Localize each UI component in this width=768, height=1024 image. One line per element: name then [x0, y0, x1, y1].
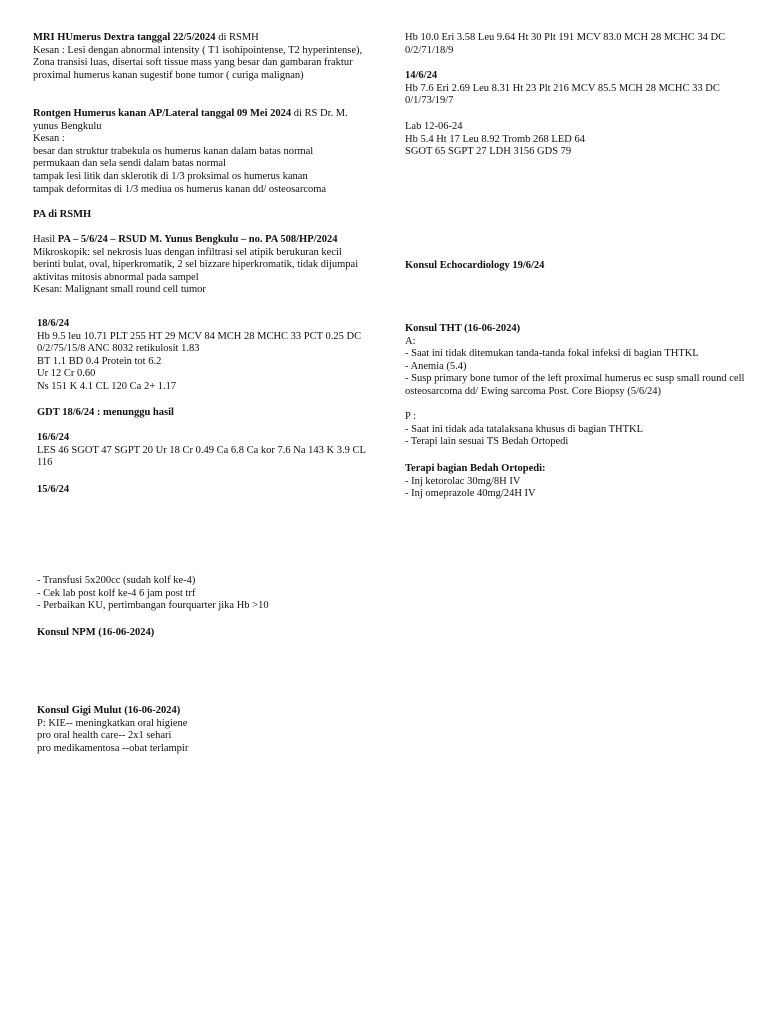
- ortho-section: [405, 463, 745, 501]
- tht-p-line: - Saat ini tidak ada tatalaksana khusus di bagian THTKL: [405, 423, 644, 435]
- gigi-line: pro medikamentosa --obat terlampir: [37, 742, 189, 754]
- tht-a-line: - Susp primary bone tumor of the left proximal humerus ec susp small round cell osteosarcoma dd/ Ewing sarcoma Post. Core Biopsy (5/6/24): [405, 373, 745, 397]
- plan-line: - Perbaikan KU, pertimbangan fourquarter jika Hb >10: [37, 600, 269, 612]
- lab-18-date: 18/6/24: [37, 318, 70, 329]
- lab-18-line: Hb 9.5 leu 10.71 PLT 255 HT 29 MCV 84 MCH 28 MCHC 33 PCT 0.25 DC 0/2/75/15/8 ANC 8032 retikulosit 1.83: [37, 330, 362, 355]
- gigi-heading: Konsul Gigi Mulut (16-06-2024): [37, 705, 181, 716]
- lab-12-section: [405, 121, 745, 159]
- mri-kesan: Kesan : Lesi dengan abnormal intensity ( T1 isohipointense, T2 hyperintense), Zona transisi luas, disertai soft tissue mass yang besar dan gambaran fraktur proximal humerus kanan sugestif bone tumor ( curiga malignan): [33, 44, 363, 81]
- tht-heading: Konsul THT (16-06-2024): [405, 323, 521, 334]
- lab-12-line: Hb 5.4 Ht 17 Leu 8.92 Tromb 268 LED 64: [405, 133, 585, 145]
- rontgen-line: tampak lesi litik dan sklerotik di 1/3 proksimal os humerus kanan: [33, 170, 308, 182]
- pa-section: [33, 209, 368, 222]
- gdt-section: [33, 407, 372, 420]
- lab-12-line: SGOT 65 SGPT 27 LDH 3156 GDS 79: [405, 146, 572, 158]
- tht-a-line: - Saat ini tidak ditemukan tanda-tanda fokal infeksi di bagian THTKL: [405, 348, 699, 360]
- mri-title: MRI HUmerus Dextra tanggal 22/5/2024: [33, 32, 216, 43]
- echo-heading: Konsul Echocardiology 19/6/24: [405, 260, 545, 271]
- plan-line: - Transfusi 5x200cc (sudah kolf ke-4): [37, 575, 196, 586]
- lab-18-line: BT 1.1 BD 0.4 Protein tot 6.2: [37, 355, 162, 367]
- rontgen-line: besar dan struktur trabekula os humerus kanan dalam batas normal: [33, 145, 314, 157]
- lab-14-date: 14/6/24: [405, 70, 438, 81]
- gigi-line: P: KIE-- meningkatkan oral higiene: [37, 717, 188, 729]
- echo-section: [405, 260, 745, 273]
- lab-top-line: Hb 10.0 Eri 3.58 Leu 9.64 Ht 30 Plt 191 MCV 83.0 MCH 28 MCHC 34 DC 0/2/71/18/9: [405, 32, 726, 56]
- lab-16-date: 16/6/24: [37, 432, 70, 443]
- rontgen-title-suffix: di RS Dr. M. yunus Bengkulu: [33, 108, 348, 132]
- lab-15-section: [33, 484, 372, 497]
- lab-12-title: Lab 12-06-24: [405, 121, 463, 132]
- plan-line: - Cek lab post kolf ke-4 6 jam post trf: [37, 587, 196, 599]
- lab-top-section: [405, 32, 745, 57]
- lab-16-section: [33, 432, 372, 470]
- lab-14-section: [405, 70, 745, 108]
- plan-section: [33, 575, 372, 613]
- pa-heading: PA di RSMH: [33, 209, 92, 220]
- pa-result-section: [33, 234, 368, 297]
- pa-kesan: Kesan: Malignant small round cell tumor: [33, 284, 206, 296]
- rontgen-section: [33, 108, 368, 196]
- tht-p-line: P :: [405, 411, 416, 423]
- pa-hasil-title: PA – 5/6/24 – RSUD M. Yunus Bengkulu – no. PA 508/HP/2024: [57, 234, 338, 245]
- lab-14-line: Hb 7.6 Eri 2.69 Leu 8.31 Ht 23 Plt 216 MCV 85.5 MCH 28 MCHC 33 DC 0/1/73/19/7: [405, 82, 720, 107]
- lab-18-section: [33, 318, 372, 394]
- rontgen-line: tampak deformitas di 1/3 mediua os humerus kanan dd/ osteosarcoma: [33, 183, 327, 195]
- ortho-line: - Inj omeprazole 40mg/24H IV: [405, 488, 536, 500]
- rontgen-title: Rontgen Humerus kanan AP/Lateral tanggal 09 Mei 2024: [33, 108, 292, 119]
- rontgen-line: permukaan dan sela sendi dalam batas normal: [33, 158, 227, 170]
- mri-title-suffix: di RSMH: [215, 32, 259, 43]
- gigi-line: pro oral health care-- 2x1 sehari: [37, 730, 172, 742]
- lab-15-date: 15/6/24: [37, 484, 70, 495]
- tht-a-line: - Anemia (5.4): [405, 360, 467, 372]
- lab-18-line: Ur 12 Cr 0.60: [37, 368, 96, 380]
- gdt-heading: GDT 18/6/24 : menunggu hasil: [37, 407, 174, 418]
- tht-section: [405, 323, 745, 449]
- lab-18-line: Ns 151 K 4.1 CL 120 Ca 2+ 1.17: [37, 380, 177, 392]
- tht-p-line: - Terapi lain sesuai TS Bedah Ortopedi: [405, 436, 569, 448]
- ortho-heading: Terapi bagian Bedah Ortopedi:: [405, 463, 546, 474]
- mri-section: [33, 32, 368, 82]
- npm-heading: Konsul NPM (16-06-2024): [37, 627, 155, 638]
- pa-hasil-prefix: Hasil: [33, 234, 58, 245]
- ortho-line: - Inj ketorolac 30mg/8H IV: [405, 475, 521, 487]
- pa-mikroskopik: Mikroskopik: sel nekrosis luas dengan infiltrasi sel atipik berukuran kecil berinti bulat, oval, hiperkromatik, 2 sel bizzare hiperkromatik, tidak dijumpai aktivitas mitosis abnormal pada sampel: [33, 246, 359, 283]
- tht-a-line: A:: [405, 335, 416, 347]
- rontgen-line: Kesan :: [33, 133, 65, 145]
- npm-section: [33, 627, 372, 640]
- lab-16-line: LES 46 SGOT 47 SGPT 20 Ur 18 Cr 0.49 Ca 6.8 Ca kor 7.6 Na 143 K 3.9 CL 116: [37, 444, 366, 469]
- gigi-section: [33, 705, 372, 755]
